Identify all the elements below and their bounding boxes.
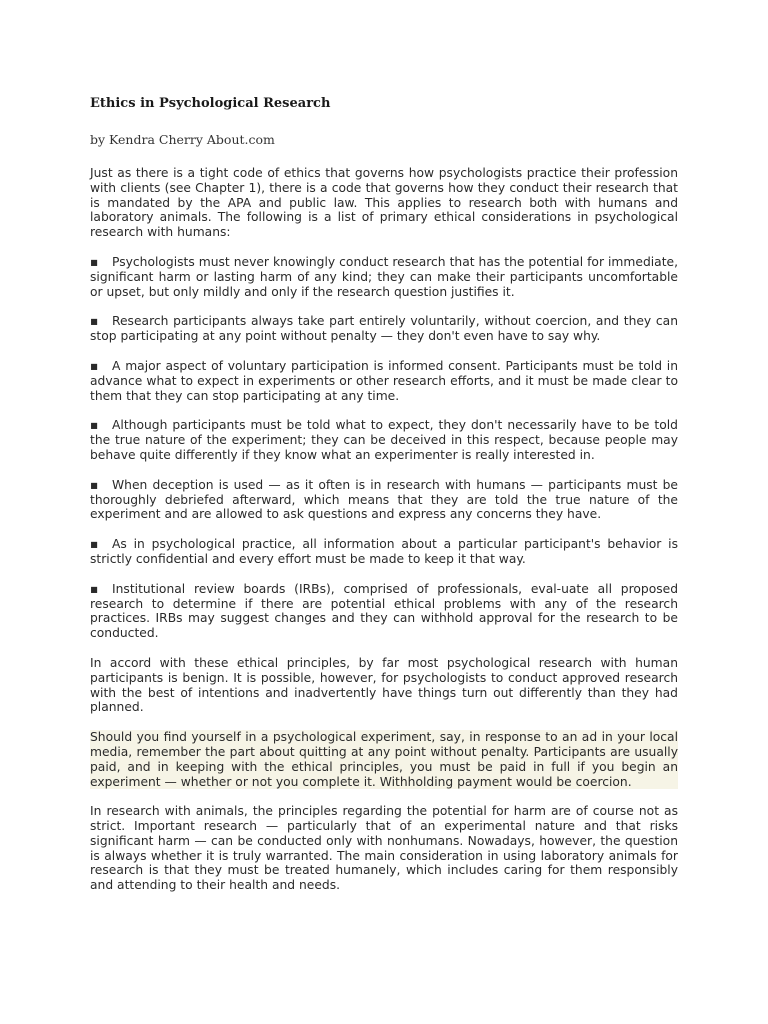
document-byline: by Kendra Cherry About.com [90,132,275,147]
document-page [90,96,678,908]
bullet-text: When deception is used — as it often is in research with humans — participants must be thoroughly debriefed afterward, which means that they are told the true nature of the experiment and are allowed to ask questions and express any concerns they have. [90,477,678,522]
bullet-text: Psychologists must never knowingly conduct research that has the potential for immediate, significant harm or lasting harm of any kind; they can make their participants uncomfortable or upset, but only mildly and only if the research question justifies it. [90,254,678,299]
bullet-item [90,418,678,462]
highlighted-paragraph: Should you find yourself in a psychological experiment, say, in response to an ad in your local media, remember the part about quitting at any point without penalty. Participants are usually paid, and in keeping with the ethical principles, you must be paid in full if you begin an experiment — whether or not you complete it. Withholding payment would be coercion. [90,730,678,789]
document-title: Ethics in Psychological Research [90,96,331,111]
bullet-text: As in psychological practice, all information about a particular participant's behavior is strictly confidential and every effort must be made to keep it that way. [90,537,678,566]
bullet-marker: ▪ [90,537,99,552]
bullet-marker: ▪ [90,314,99,329]
bullet-marker: ▪ [90,581,99,596]
intro-paragraph: Just as there is a tight code of ethics that governs how psychologists practice their profession with clients (see Chapter 1), there is a code that governs how they conduct their research that is mandated by the APA and public law. This applies to research both with humans and laboratory animals. The following is a list of primary ethical considerations in psychological research with humans: [90,166,678,240]
bullet-text: Institutional review boards (IRBs), comprised of professionals, eval-uate all proposed research to determine if there are potential ethical problems with any of the research practices. IRBs may suggest changes and they can withhold approval for the research to be conducted. [90,581,678,641]
animals-paragraph: In research with animals, the principles regarding the potential for harm are of course not as strict. Important research — particularly that of an experimental nature and that risks significant harm — can be conducted only with nonhumans. Nowadays, however, the question is always whether it is truly warranted. The main consideration in using laboratory animals for research is that they must be treated humanely, which includes caring for them responsibly and attending to their health and needs. [90,804,678,893]
bullet-marker: ▪ [90,358,99,373]
bullet-text: Research participants always take part entirely voluntarily, without coercion, and they can stop participating at any point without penalty — they don't even have to say why. [90,314,678,344]
bullet-marker: ▪ [90,477,99,492]
bullet-marker: ▪ [90,254,99,269]
bullet-item [90,537,678,567]
bullet-text: Although participants must be told what to expect, they don't necessarily have to be told the true nature of the experiment; they can be deceived in this respect, because people may behave quite differently if they know what an experimenter is really interested in. [90,418,678,462]
accord-paragraph: In accord with these ethical principles, by far most psychological research with human participants is benign. It is possible, however, for psychologists to conduct approved research with the best of intentions and inadvertently have things turn out differently than they had planned. [90,655,678,715]
bullet-item [90,255,678,299]
bullet-marker: ▪ [90,418,99,433]
bullet-item [90,582,678,641]
bullet-text: A major aspect of voluntary participation is informed consent. Participants must be told in advance what to expect in experiments or other research efforts, and it must be made clear to them that they can stop participating at any time. [90,358,678,403]
bullet-item [90,314,678,344]
bullet-item [90,359,678,403]
bullet-item [90,478,678,522]
